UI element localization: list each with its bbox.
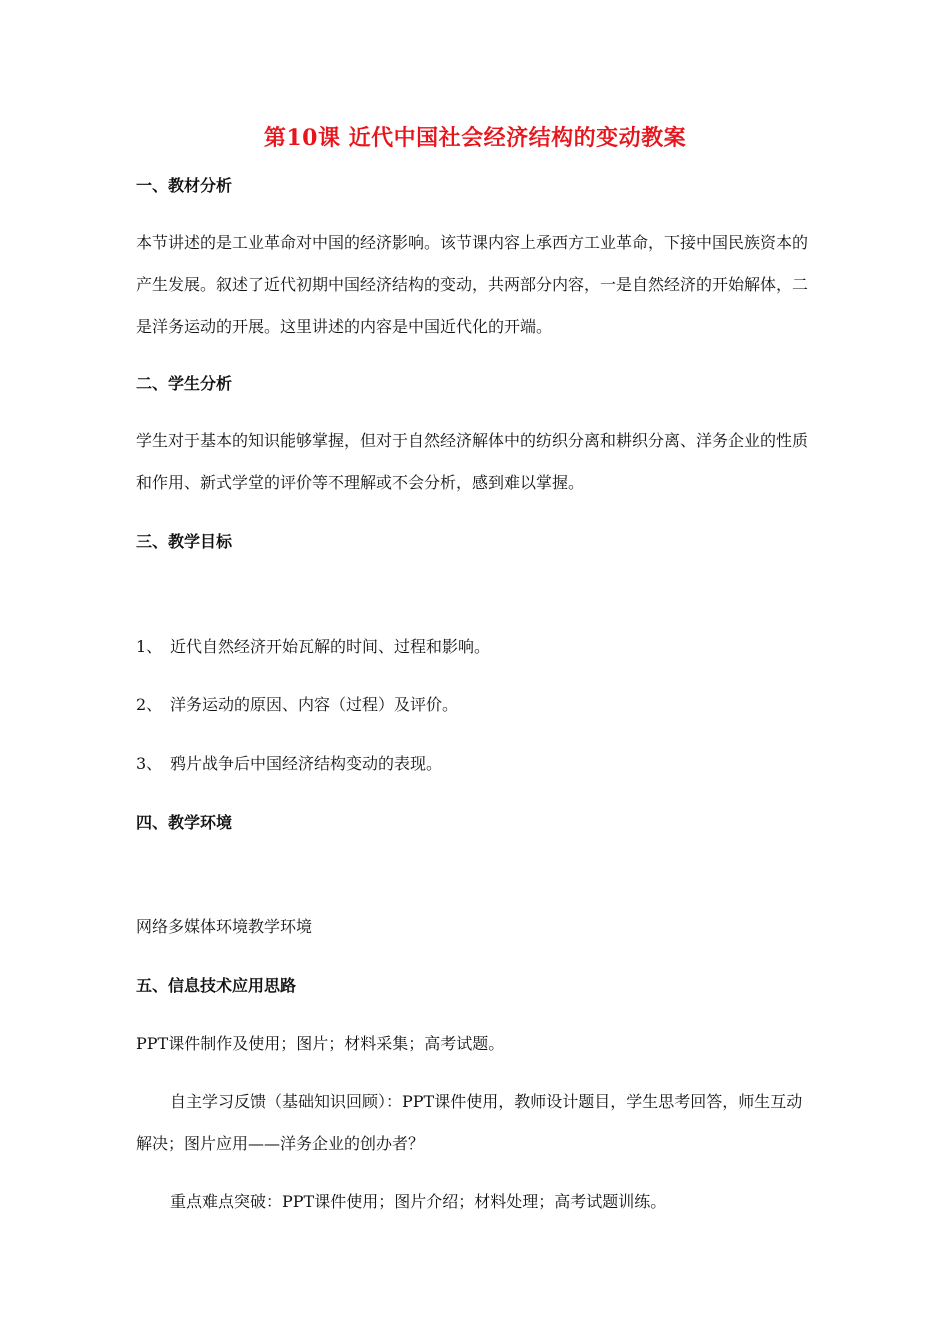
- section-body-textbook-analysis: 本节讲述的是工业革命对中国的经济影响。该节课内容上承西方工业革命，下接中国民族资本的产生发展。叙述了近代初期中国经济结构的变动，共两部分内容，一是自然经济的开始解体，二是洋务运动的开展。这里讲述的内容是中国近代化的开端。: [136, 233, 809, 336]
- goal-item: [136, 753, 442, 775]
- section-heading-it-application: 五、信息技术应用思路: [136, 976, 297, 995]
- section-heading-textbook-analysis: 一、教材分析: [136, 176, 233, 195]
- goal-item-text: 鸦片战争后中国经济结构变动的表现。: [170, 754, 443, 773]
- it-application-paragraph-1: PPT课件制作及使用；图片；材料采集；高考试题。: [136, 1034, 505, 1053]
- goal-item-number: 3、: [136, 754, 163, 773]
- goal-item-text: 近代自然经济开始瓦解的时间、过程和影响。: [170, 637, 491, 656]
- goal-item-number: 1、: [136, 637, 163, 656]
- section-body-teaching-environment: 网络多媒体环境教学环境: [136, 917, 313, 936]
- goal-item-number: 2、: [136, 695, 163, 714]
- section-heading-student-analysis: 二、学生分析: [136, 374, 233, 393]
- document-title: 第10课 近代中国社会经济结构的变动教案: [263, 125, 687, 151]
- section-body-student-analysis: 学生对于基本的知识能够掌握，但对于自然经济解体中的纺织分离和耕织分离、洋务企业的性质和作用、新式学堂的评价等不理解或不会分析，感到难以掌握。: [136, 431, 809, 492]
- goal-item: [136, 636, 490, 658]
- goal-item: [136, 694, 458, 716]
- it-application-paragraph-2: 自主学习反馈（基础知识回顾）：PPT课件使用，教师设计题目，学生思考回答，师生互动解决；图片应用——洋务企业的创办者？: [136, 1092, 803, 1153]
- it-application-paragraph-3: 重点难点突破：PPT课件使用；图片介绍；材料处理；高考试题训练。: [170, 1192, 667, 1211]
- goal-item-text: 洋务运动的原因、内容（过程）及评价。: [170, 695, 459, 714]
- section-heading-teaching-environment: 四、教学环境: [136, 813, 233, 832]
- section-heading-teaching-goals: 三、教学目标: [136, 532, 233, 551]
